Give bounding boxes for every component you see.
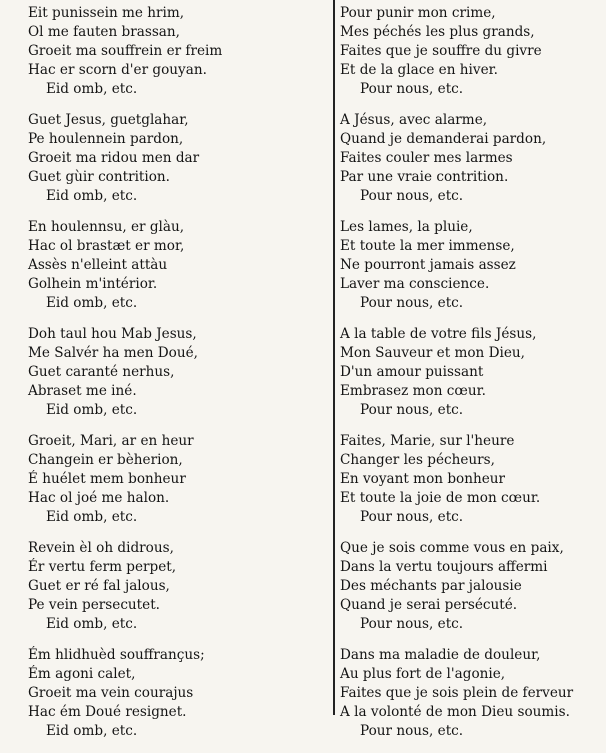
verse-line: En voyant mon bonheur	[340, 471, 506, 487]
verse-line: Groeit, Mari, ar en heur	[28, 433, 194, 449]
verse-line: Dans la vertu toujours affermi	[340, 559, 548, 575]
verse-line: Groeit ma vein courajus	[28, 685, 194, 701]
stanza	[340, 218, 602, 313]
verse-line: Ém agoni calet,	[28, 666, 136, 682]
verse-line: Pe houlennein pardon,	[28, 131, 184, 147]
refrain-line: Eid omb, etc.	[46, 509, 138, 525]
verse-line: Guet caranté nerhus,	[28, 364, 175, 380]
verse-line: Que je sois comme vous en paix,	[340, 540, 564, 556]
refrain-line: Eid omb, etc.	[46, 295, 138, 311]
refrain-line: Pour nous, etc.	[360, 723, 464, 739]
stanza	[28, 539, 328, 634]
verse-line: Laver ma conscience.	[340, 276, 490, 292]
stanza	[28, 325, 328, 420]
verse-line: Guet er ré fal jalous,	[28, 578, 170, 594]
stanza	[340, 432, 602, 527]
verse-line: Me Salvér ha men Doué,	[28, 345, 198, 361]
stanza	[28, 432, 328, 527]
refrain-line: Pour nous, etc.	[360, 188, 464, 204]
verse-line: Mon Sauveur et mon Dieu,	[340, 345, 525, 361]
verse-line: Assès n'elleint attàu	[28, 257, 168, 273]
verse-line: D'un amour puissant	[340, 364, 484, 380]
stanza	[340, 646, 602, 741]
stanza	[340, 539, 602, 634]
verse-line: Et toute la joie de mon cœur.	[340, 490, 541, 506]
verse-line: A la table de votre fils Jésus,	[340, 326, 537, 342]
verse-line: Guet Jesus, guetglahar,	[28, 112, 189, 128]
verse-line: Ér vertu ferm perpet,	[28, 559, 177, 575]
refrain-line: Pour nous, etc.	[360, 81, 464, 97]
column-divider	[333, 0, 335, 715]
verse-line: Groeit ma ridou men dar	[28, 150, 200, 166]
verse-line: Ne pourront jamais assez	[340, 257, 516, 273]
verse-line: Et toute la mer immense,	[340, 238, 515, 254]
refrain-line: Eid omb, etc.	[46, 616, 138, 632]
refrain-line: Pour nous, etc.	[360, 295, 464, 311]
verse-line: Et de la glace en hiver.	[340, 62, 498, 78]
verse-line: Les lames, la pluie,	[340, 219, 473, 235]
breton-column	[28, 4, 328, 753]
verse-line: Faites couler mes larmes	[340, 150, 513, 166]
refrain-line: Eid omb, etc.	[46, 723, 138, 739]
verse-line: Guet gùir contrition.	[28, 169, 170, 185]
stanza	[340, 4, 602, 99]
refrain-line: Eid omb, etc.	[46, 188, 138, 204]
verse-line: Quand je demanderai pardon,	[340, 131, 547, 147]
stanza	[28, 646, 328, 741]
verse-line: Ol me fauten brassan,	[28, 24, 180, 40]
verse-line: A la volonté de mon Dieu soumis.	[340, 704, 570, 720]
verse-line: É huélet mem bonheur	[28, 471, 186, 487]
verse-line: Doh taul hou Mab Jesus,	[28, 326, 197, 342]
verse-line: Hac er scorn d'er gouyan.	[28, 62, 207, 78]
refrain-line: Pour nous, etc.	[360, 402, 464, 418]
verse-line: Pe vein persecutet.	[28, 597, 160, 613]
verse-line: Pour punir mon crime,	[340, 5, 496, 21]
verse-line: Faites que je sois plein de ferveur	[340, 685, 574, 701]
verse-line: Par une vraie contrition.	[340, 169, 509, 185]
verse-line: Golhein m'intérior.	[28, 276, 158, 292]
verse-line: Ém hlidhuèd souffrançus;	[28, 647, 205, 663]
verse-line: Mes péchés les plus grands,	[340, 24, 535, 40]
stanza	[340, 111, 602, 206]
verse-line: Abraset me iné.	[28, 383, 137, 399]
verse-line: Dans ma maladie de douleur,	[340, 647, 541, 663]
verse-line: Hac ém Doué resignet.	[28, 704, 187, 720]
refrain-line: Pour nous, etc.	[360, 509, 464, 525]
verse-line: Hac ol joé me halon.	[28, 490, 170, 506]
verse-line: Changein er bèherion,	[28, 452, 183, 468]
verse-line: Faites, Marie, sur l'heure	[340, 433, 515, 449]
verse-line: Groeit ma souffrein er freim	[28, 43, 223, 59]
verse-line: Eit punissein me hrim,	[28, 5, 185, 21]
stanza	[340, 325, 602, 420]
verse-line: En houlennsu, er glàu,	[28, 219, 185, 235]
refrain-line: Eid omb, etc.	[46, 402, 138, 418]
verse-line: Au plus fort de l'agonie,	[340, 666, 506, 682]
verse-line: Quand je serai persécuté.	[340, 597, 518, 613]
refrain-line: Pour nous, etc.	[360, 616, 464, 632]
verse-line: A Jésus, avec alarme,	[340, 112, 488, 128]
refrain-line: Eid omb, etc.	[46, 81, 138, 97]
stanza	[28, 111, 328, 206]
french-column	[340, 4, 602, 753]
verse-line: Revein èl oh didrous,	[28, 540, 174, 556]
verse-line: Des méchants par jalousie	[340, 578, 522, 594]
stanza	[28, 4, 328, 99]
verse-line: Embrasez mon cœur.	[340, 383, 486, 399]
verse-line: Changer les pécheurs,	[340, 452, 495, 468]
stanza	[28, 218, 328, 313]
verse-line: Hac ol brastæt er mor,	[28, 238, 185, 254]
verse-line: Faites que je souffre du givre	[340, 43, 542, 59]
